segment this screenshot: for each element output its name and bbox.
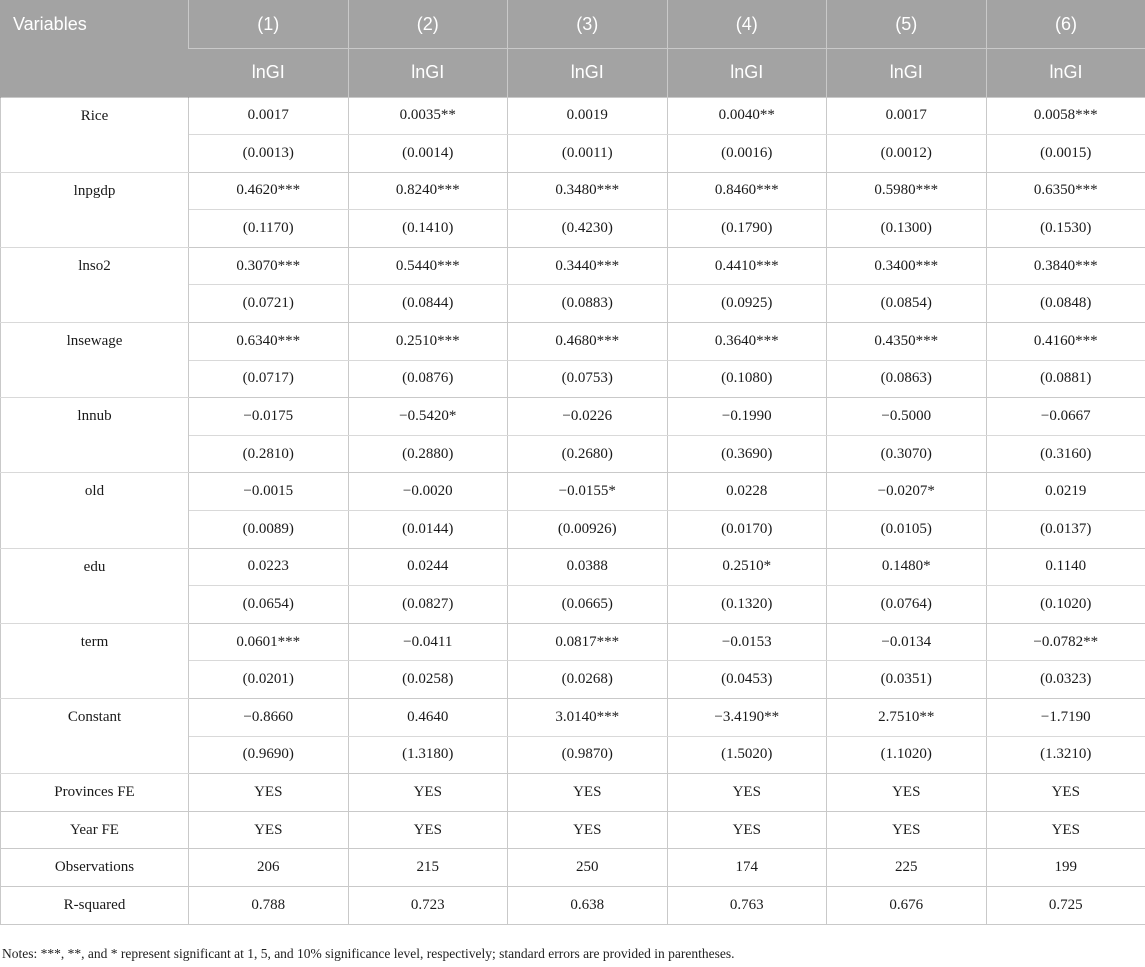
- summary-label-cell: Observations: [1, 849, 189, 887]
- coefficient-cell: 0.0058***: [986, 97, 1145, 135]
- coefficient-cell: 0.4620***: [189, 172, 349, 210]
- coefficient-cell: −0.0155*: [508, 473, 668, 511]
- coefficient-cell: 0.3070***: [189, 247, 349, 285]
- coefficient-cell: 0.3480***: [508, 172, 668, 210]
- standard-error-cell: (0.3070): [827, 435, 987, 473]
- summary-value-cell: YES: [508, 774, 668, 812]
- summary-value-cell: 225: [827, 849, 987, 887]
- table-row-summary: [1, 811, 1145, 849]
- table-row-coefficient: [1, 623, 1145, 661]
- coefficient-cell: 0.8240***: [348, 172, 508, 210]
- standard-error-cell: (0.0323): [986, 661, 1145, 699]
- column-number-header: (3): [508, 0, 668, 48]
- standard-error-cell: (0.0854): [827, 285, 987, 323]
- coefficient-cell: 0.4680***: [508, 323, 668, 361]
- column-number-header: (2): [348, 0, 508, 48]
- coefficient-cell: 0.2510***: [348, 323, 508, 361]
- standard-error-cell: (0.0665): [508, 586, 668, 624]
- header-row-columns: [1, 0, 1145, 48]
- coefficient-cell: −0.5000: [827, 398, 987, 436]
- coefficient-cell: 0.0244: [348, 548, 508, 586]
- coefficient-cell: 2.7510**: [827, 699, 987, 737]
- summary-value-cell: 199: [986, 849, 1145, 887]
- standard-error-cell: (0.1300): [827, 210, 987, 248]
- variable-name-cell: edu: [1, 548, 189, 623]
- coefficient-cell: 0.4160***: [986, 323, 1145, 361]
- coefficient-cell: −0.0782**: [986, 623, 1145, 661]
- summary-value-cell: YES: [986, 811, 1145, 849]
- coefficient-cell: −3.4190**: [667, 699, 827, 737]
- standard-error-cell: (0.0844): [348, 285, 508, 323]
- standard-error-cell: (1.3180): [348, 736, 508, 774]
- standard-error-cell: (1.3210): [986, 736, 1145, 774]
- coefficient-cell: 0.0228: [667, 473, 827, 511]
- coefficient-cell: 0.3840***: [986, 247, 1145, 285]
- table-row-coefficient: [1, 97, 1145, 135]
- summary-value-cell: YES: [667, 811, 827, 849]
- coefficient-cell: 0.0223: [189, 548, 349, 586]
- summary-value-cell: 0.763: [667, 886, 827, 924]
- standard-error-cell: (0.0016): [667, 135, 827, 173]
- coefficient-cell: −1.7190: [986, 699, 1145, 737]
- standard-error-cell: (0.2680): [508, 435, 668, 473]
- coefficient-cell: −0.1990: [667, 398, 827, 436]
- table-row-coefficient: [1, 473, 1145, 511]
- standard-error-cell: (0.0013): [189, 135, 349, 173]
- variable-name-cell: term: [1, 623, 189, 698]
- standard-error-cell: (0.0137): [986, 511, 1145, 549]
- table-header: [1, 0, 1145, 97]
- standard-error-cell: (1.1020): [827, 736, 987, 774]
- summary-value-cell: 0.723: [348, 886, 508, 924]
- summary-value-cell: 0.725: [986, 886, 1145, 924]
- coefficient-cell: 0.3400***: [827, 247, 987, 285]
- coefficient-cell: 0.0035**: [348, 97, 508, 135]
- coefficient-cell: 0.1480*: [827, 548, 987, 586]
- coefficient-cell: −0.8660: [189, 699, 349, 737]
- dependent-variable-header: lnGI: [986, 48, 1145, 97]
- standard-error-cell: (0.2810): [189, 435, 349, 473]
- standard-error-cell: (0.00926): [508, 511, 668, 549]
- coefficient-cell: −0.0207*: [827, 473, 987, 511]
- coefficient-cell: 0.4640: [348, 699, 508, 737]
- coefficient-cell: 0.1140: [986, 548, 1145, 586]
- summary-value-cell: YES: [189, 774, 349, 812]
- summary-value-cell: YES: [348, 774, 508, 812]
- standard-error-cell: (0.1080): [667, 360, 827, 398]
- standard-error-cell: (0.1020): [986, 586, 1145, 624]
- summary-value-cell: 174: [667, 849, 827, 887]
- summary-label-cell: Year FE: [1, 811, 189, 849]
- standard-error-cell: (0.0144): [348, 511, 508, 549]
- summary-value-cell: YES: [986, 774, 1145, 812]
- standard-error-cell: (0.1170): [189, 210, 349, 248]
- coefficient-cell: −0.0226: [508, 398, 668, 436]
- coefficient-cell: 0.0388: [508, 548, 668, 586]
- coefficient-cell: −0.0175: [189, 398, 349, 436]
- coefficient-cell: 0.6350***: [986, 172, 1145, 210]
- variable-name-cell: lnso2: [1, 247, 189, 322]
- standard-error-cell: (0.0351): [827, 661, 987, 699]
- coefficient-cell: 0.0040**: [667, 97, 827, 135]
- summary-value-cell: 0.638: [508, 886, 668, 924]
- coefficient-cell: −0.0667: [986, 398, 1145, 436]
- coefficient-cell: 0.6340***: [189, 323, 349, 361]
- standard-error-cell: (0.0863): [827, 360, 987, 398]
- table-row-coefficient: [1, 548, 1145, 586]
- standard-error-cell: (0.0883): [508, 285, 668, 323]
- standard-error-cell: (0.3690): [667, 435, 827, 473]
- coefficient-cell: 0.4350***: [827, 323, 987, 361]
- standard-error-cell: (0.2880): [348, 435, 508, 473]
- standard-error-cell: (0.0753): [508, 360, 668, 398]
- variable-name-cell: lnpgdp: [1, 172, 189, 247]
- standard-error-cell: (0.0268): [508, 661, 668, 699]
- standard-error-cell: (0.0015): [986, 135, 1145, 173]
- coefficient-cell: −0.5420*: [348, 398, 508, 436]
- coefficient-cell: 3.0140***: [508, 699, 668, 737]
- variable-name-cell: lnnub: [1, 398, 189, 473]
- standard-error-cell: (1.5020): [667, 736, 827, 774]
- coefficient-cell: 0.5980***: [827, 172, 987, 210]
- table-row-coefficient: [1, 172, 1145, 210]
- table-row-summary: [1, 886, 1145, 924]
- table-row-coefficient: [1, 398, 1145, 436]
- standard-error-cell: (0.0453): [667, 661, 827, 699]
- summary-value-cell: YES: [667, 774, 827, 812]
- standard-error-cell: (0.3160): [986, 435, 1145, 473]
- coefficient-cell: 0.0219: [986, 473, 1145, 511]
- standard-error-cell: (0.1790): [667, 210, 827, 248]
- dependent-variable-header: lnGI: [189, 48, 349, 97]
- standard-error-cell: (0.0848): [986, 285, 1145, 323]
- standard-error-cell: (0.0258): [348, 661, 508, 699]
- standard-error-cell: (0.9690): [189, 736, 349, 774]
- table-row-coefficient: [1, 699, 1145, 737]
- standard-error-cell: (0.0881): [986, 360, 1145, 398]
- variable-name-cell: Constant: [1, 699, 189, 774]
- summary-value-cell: YES: [508, 811, 668, 849]
- coefficient-cell: 0.2510*: [667, 548, 827, 586]
- standard-error-cell: (0.9870): [508, 736, 668, 774]
- standard-error-cell: (0.0925): [667, 285, 827, 323]
- coefficient-cell: 0.3440***: [508, 247, 668, 285]
- standard-error-cell: (0.0170): [667, 511, 827, 549]
- standard-error-cell: (0.0827): [348, 586, 508, 624]
- coefficient-cell: 0.0017: [189, 97, 349, 135]
- standard-error-cell: (0.0011): [508, 135, 668, 173]
- dependent-variable-header: lnGI: [667, 48, 827, 97]
- variable-name-cell: old: [1, 473, 189, 548]
- coefficient-cell: −0.0411: [348, 623, 508, 661]
- summary-value-cell: YES: [189, 811, 349, 849]
- standard-error-cell: (0.0089): [189, 511, 349, 549]
- column-number-header: (6): [986, 0, 1145, 48]
- variables-header: Variables: [1, 0, 189, 97]
- coefficient-cell: 0.0017: [827, 97, 987, 135]
- coefficient-cell: 0.0601***: [189, 623, 349, 661]
- table-notes: Notes: ***, **, and * represent significant at 1, 5, and 10% significance level, respectively; standard errors are provided in parentheses.: [2, 946, 735, 961]
- standard-error-cell: (0.0201): [189, 661, 349, 699]
- summary-value-cell: YES: [827, 811, 987, 849]
- standard-error-cell: (0.4230): [508, 210, 668, 248]
- dependent-variable-header: lnGI: [348, 48, 508, 97]
- standard-error-cell: (0.1530): [986, 210, 1145, 248]
- coefficient-cell: −0.0015: [189, 473, 349, 511]
- column-number-header: (1): [189, 0, 349, 48]
- coefficient-cell: −0.0020: [348, 473, 508, 511]
- standard-error-cell: (0.0717): [189, 360, 349, 398]
- coefficient-cell: 0.4410***: [667, 247, 827, 285]
- standard-error-cell: (0.0764): [827, 586, 987, 624]
- table-row-summary: [1, 774, 1145, 812]
- standard-error-cell: (0.0876): [348, 360, 508, 398]
- coefficient-cell: 0.5440***: [348, 247, 508, 285]
- coefficient-cell: 0.0817***: [508, 623, 668, 661]
- dependent-variable-header: lnGI: [827, 48, 987, 97]
- column-number-header: (5): [827, 0, 987, 48]
- standard-error-cell: (0.0105): [827, 511, 987, 549]
- summary-value-cell: 0.788: [189, 886, 349, 924]
- standard-error-cell: (0.1410): [348, 210, 508, 248]
- column-number-header: (4): [667, 0, 827, 48]
- table-body: [1, 97, 1145, 924]
- summary-value-cell: 206: [189, 849, 349, 887]
- standard-error-cell: (0.0014): [348, 135, 508, 173]
- summary-value-cell: 215: [348, 849, 508, 887]
- coefficient-cell: −0.0134: [827, 623, 987, 661]
- dependent-variable-header: lnGI: [508, 48, 668, 97]
- standard-error-cell: (0.0012): [827, 135, 987, 173]
- variable-name-cell: Rice: [1, 97, 189, 172]
- summary-value-cell: YES: [827, 774, 987, 812]
- table-row-summary: [1, 849, 1145, 887]
- coefficient-cell: −0.0153: [667, 623, 827, 661]
- coefficient-cell: 0.0019: [508, 97, 668, 135]
- coefficient-cell: 0.8460***: [667, 172, 827, 210]
- standard-error-cell: (0.0654): [189, 586, 349, 624]
- table-row-coefficient: [1, 323, 1145, 361]
- summary-value-cell: 0.676: [827, 886, 987, 924]
- standard-error-cell: (0.1320): [667, 586, 827, 624]
- summary-label-cell: Provinces FE: [1, 774, 189, 812]
- table-row-coefficient: [1, 247, 1145, 285]
- summary-label-cell: R-squared: [1, 886, 189, 924]
- summary-value-cell: YES: [348, 811, 508, 849]
- summary-value-cell: 250: [508, 849, 668, 887]
- standard-error-cell: (0.0721): [189, 285, 349, 323]
- coefficient-cell: 0.3640***: [667, 323, 827, 361]
- variable-name-cell: lnsewage: [1, 323, 189, 398]
